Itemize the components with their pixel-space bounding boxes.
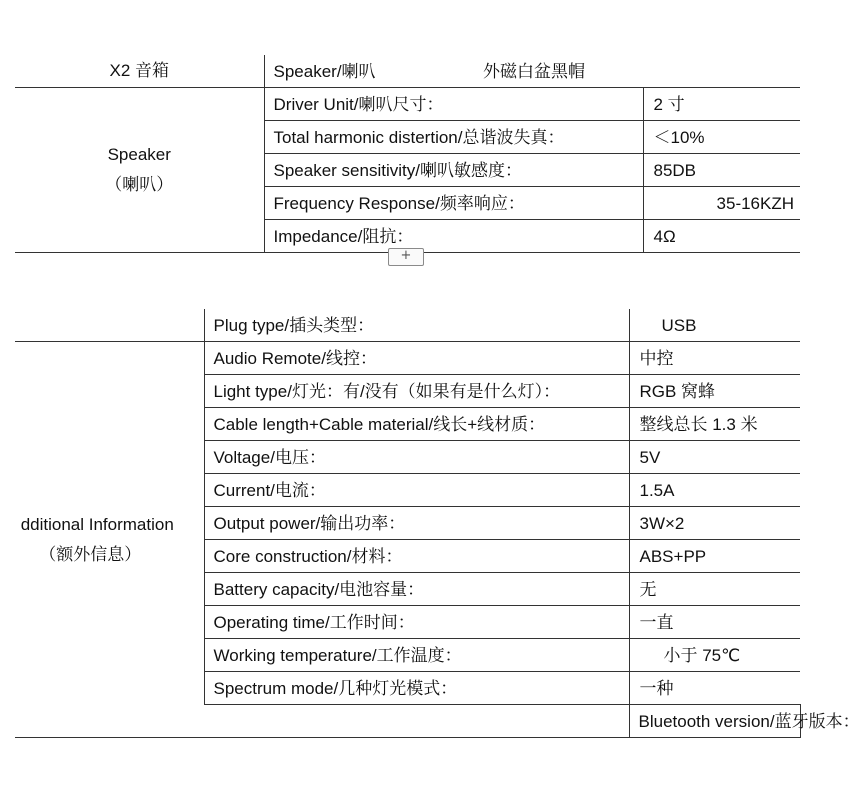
speaker-header-key: Speaker/喇叭 bbox=[273, 61, 376, 81]
table-row bbox=[15, 55, 800, 88]
spec-key: Plug type/插头类型： bbox=[204, 309, 629, 342]
speaker-group-label bbox=[15, 88, 264, 253]
add-row-button[interactable]: + bbox=[388, 248, 424, 266]
empty-header-cell bbox=[15, 309, 204, 342]
spec-value: 一直 bbox=[629, 606, 800, 639]
spec-value: ABS+PP bbox=[629, 540, 800, 573]
spec-key: Impedance/阻抗： bbox=[264, 220, 643, 253]
speaker-spec-table bbox=[15, 55, 800, 253]
spec-value: 整线总长 1.3 米 bbox=[629, 408, 800, 441]
spec-value: 4Ω bbox=[643, 220, 800, 253]
spec-key: Audio Remote/线控： bbox=[204, 342, 629, 375]
spec-value: 无 bbox=[629, 573, 800, 606]
spec-key: Driver Unit/喇叭尺寸： bbox=[264, 88, 643, 121]
spec-key: Output power/输出功率： bbox=[204, 507, 629, 540]
spec-key: Core construction/材料： bbox=[204, 540, 629, 573]
spec-value: 1.5A bbox=[629, 474, 800, 507]
additional-info-label-cn: （额外信息） bbox=[39, 544, 142, 564]
spec-value: ＜10% bbox=[643, 121, 800, 154]
spec-value: 2 寸 bbox=[643, 88, 800, 121]
spec-key: Operating time/工作时间： bbox=[204, 606, 629, 639]
spec-key: Speaker sensitivity/喇叭敏感度： bbox=[264, 154, 643, 187]
speaker-header-cell bbox=[264, 55, 800, 88]
speaker-header-value: 外磁白盆黑帽 bbox=[483, 61, 586, 81]
empty-label-cell bbox=[204, 705, 629, 738]
additional-info-label-en: dditional Information bbox=[20, 514, 174, 534]
spec-key: Total harmonic distertion/总谐波失真： bbox=[264, 121, 643, 154]
table-row bbox=[15, 309, 800, 342]
spec-value: 3W×2 bbox=[629, 507, 800, 540]
spec-value: 85DB bbox=[643, 154, 800, 187]
spec-value: USB bbox=[629, 309, 800, 342]
table-row bbox=[15, 88, 800, 121]
spec-key: Cable length+Cable material/线长+线材质： bbox=[204, 408, 629, 441]
spec-key: Battery capacity/电池容量： bbox=[204, 573, 629, 606]
spec-key: Current/电流： bbox=[204, 474, 629, 507]
spec-value: 中控 bbox=[629, 342, 800, 375]
spec-value: 5V bbox=[629, 441, 800, 474]
spec-key: Bluetooth version/蓝牙版本： bbox=[629, 705, 800, 738]
additional-info-table bbox=[15, 309, 860, 738]
product-title: X2 音箱 bbox=[15, 55, 264, 88]
additional-info-group-label bbox=[15, 342, 204, 738]
spec-value: RGB 窝蜂 bbox=[629, 375, 800, 408]
table-row bbox=[15, 342, 800, 375]
spec-key: Voltage/电压： bbox=[204, 441, 629, 474]
spec-key: Frequency Response/频率响应： bbox=[264, 187, 643, 220]
speaker-group-label-cn: （喇叭） bbox=[105, 175, 174, 194]
spec-key: Spectrum mode/几种灯光模式： bbox=[204, 672, 629, 705]
speaker-group-label-en: Speaker bbox=[107, 145, 171, 164]
spec-key: Light type/灯光：有/没有（如果有是什么灯）： bbox=[204, 375, 629, 408]
spec-key: Working temperature/工作温度： bbox=[204, 639, 629, 672]
spec-value: 一种 bbox=[629, 672, 800, 705]
spec-value: 35-16KZH bbox=[643, 187, 800, 220]
spec-value: 小于 75℃ bbox=[629, 639, 800, 672]
